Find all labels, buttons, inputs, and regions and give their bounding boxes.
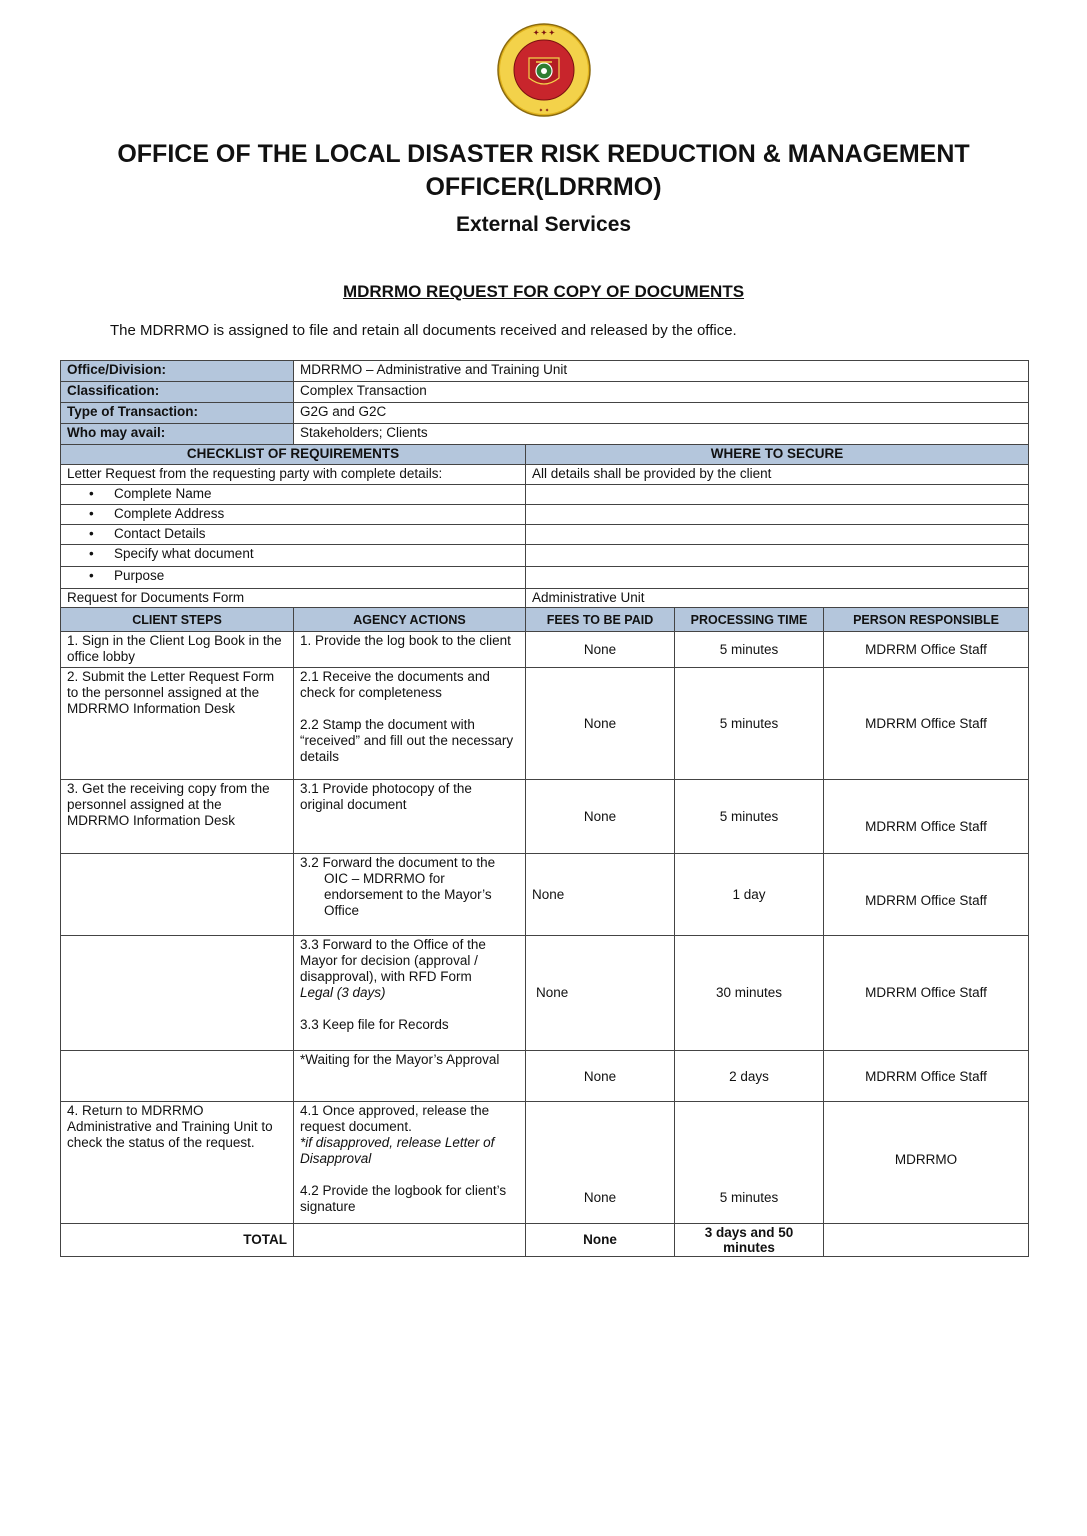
total-label: TOTAL bbox=[61, 1224, 294, 1257]
total-fee: None bbox=[526, 1224, 675, 1257]
where-to-secure: Administrative Unit bbox=[526, 589, 1029, 608]
intro-text: The MDRRMO is assigned to file and retain all documents received and released by the office. bbox=[110, 322, 737, 339]
checklist-row bbox=[61, 485, 1029, 505]
info-label: Office/Division: bbox=[61, 361, 294, 382]
info-row bbox=[61, 403, 1029, 424]
total-row bbox=[61, 1224, 1029, 1257]
agency-action: 4.1 Once approved, release the request document. *if disapproved, release Letter of Disapproval 4.2 Provide the logbook for client’s signature bbox=[294, 1102, 526, 1224]
checklist-row bbox=[61, 589, 1029, 608]
section-title: MDRRMO REQUEST FOR COPY OF DOCUMENTS bbox=[342, 282, 745, 301]
requirement-bullet: • Complete Address bbox=[61, 505, 526, 525]
process-header-row bbox=[61, 608, 1029, 632]
person-responsible: MDRRM Office Staff bbox=[824, 632, 1029, 668]
processing-time: 5 minutes bbox=[675, 668, 824, 780]
person-responsible: MDRRM Office Staff bbox=[824, 854, 1029, 936]
fee: None bbox=[526, 936, 675, 1051]
where-to-secure-header: WHERE TO SECURE bbox=[526, 445, 1029, 465]
info-row bbox=[61, 361, 1029, 382]
requirement-bullet: • Specify what document bbox=[61, 545, 526, 567]
info-value: Complex Transaction bbox=[294, 382, 1029, 403]
checklist-row bbox=[61, 525, 1029, 545]
checklist-header: CHECKLIST OF REQUIREMENTS bbox=[61, 445, 526, 465]
processing-time: 1 day bbox=[675, 854, 824, 936]
agency-action: 1. Provide the log book to the client bbox=[294, 632, 526, 668]
process-row bbox=[61, 1102, 1029, 1224]
processing-time: 30 minutes bbox=[675, 936, 824, 1051]
person-responsible: MDRRM Office Staff bbox=[824, 780, 1029, 854]
client-step: 1. Sign in the Client Log Book in the office lobby bbox=[61, 632, 294, 668]
office-title: OFFICE OF THE LOCAL DISASTER RISK REDUCTION & MANAGEMENT OFFICER(LDRRMO) bbox=[117, 140, 970, 201]
processing-time: 2 days bbox=[675, 1051, 824, 1102]
agency-action: 2.1 Receive the documents and check for completeness 2.2 Stamp the document with “received” and fill out the necessary details bbox=[294, 668, 526, 780]
checklist-row bbox=[61, 465, 1029, 485]
agency-action: 3.2 Forward the document to the OIC – MDRRMO for endorsement to the Mayor’s Office bbox=[294, 854, 526, 936]
fee: None bbox=[526, 1102, 675, 1224]
fee: None bbox=[526, 780, 675, 854]
requirement-bullet: • Complete Name bbox=[61, 485, 526, 505]
checklist-row bbox=[61, 505, 1029, 525]
subtitle: External Services bbox=[455, 213, 632, 236]
client-step: 2. Submit the Letter Request Form to the personnel assigned at the MDRRMO Information Desk bbox=[61, 668, 294, 780]
requirement-bullet: • Purpose bbox=[61, 567, 526, 589]
checklist-header-row bbox=[61, 445, 1029, 465]
info-label: Who may avail: bbox=[61, 424, 294, 445]
process-row bbox=[61, 936, 1029, 1051]
process-row bbox=[61, 1051, 1029, 1102]
svg-text:✦ ✦ ✦: ✦ ✦ ✦ bbox=[533, 30, 555, 37]
person-responsible: MDRRM Office Staff bbox=[824, 668, 1029, 780]
processing-time: 5 minutes bbox=[675, 1102, 824, 1224]
person-responsible: MDRRM Office Staff bbox=[824, 936, 1029, 1051]
where-to-secure: All details shall be provided by the client bbox=[526, 465, 1029, 485]
info-value: Stakeholders; Clients bbox=[294, 424, 1029, 445]
person-responsible: MDRRM Office Staff bbox=[824, 1051, 1029, 1102]
client-step: 3. Get the receiving copy from the personnel assigned at the MDRRMO Information Desk bbox=[61, 780, 294, 854]
requirement: Letter Request from the requesting party with complete details: bbox=[61, 465, 526, 485]
process-row bbox=[61, 854, 1029, 936]
seal-emblem-icon bbox=[496, 22, 592, 118]
fee: None bbox=[526, 854, 675, 936]
agency-action: *Waiting for the Mayor’s Approval bbox=[294, 1051, 526, 1102]
info-value: G2G and G2C bbox=[294, 403, 1029, 424]
info-label: Type of Transaction: bbox=[61, 403, 294, 424]
client-step: 4. Return to MDRRMO Administrative and Training Unit to check the status of the request. bbox=[61, 1102, 294, 1224]
process-row bbox=[61, 632, 1029, 668]
agency-action: 3.3 Forward to the Office of the Mayor for decision (approval / disapproval), with RFD Form Legal (3 days) 3.3 Keep file for Records bbox=[294, 936, 526, 1051]
person-responsible-header: PERSON RESPONSIBLE bbox=[824, 608, 1029, 632]
info-row bbox=[61, 382, 1029, 403]
agency-actions-header: AGENCY ACTIONS bbox=[294, 608, 526, 632]
processing-time: 5 minutes bbox=[675, 780, 824, 854]
fee: None bbox=[526, 668, 675, 780]
fee: None bbox=[526, 1051, 675, 1102]
requirement-bullet: • Contact Details bbox=[61, 525, 526, 545]
total-time: 3 days and 50 minutes bbox=[675, 1224, 824, 1257]
citizen-charter-table bbox=[60, 360, 1029, 1257]
person-responsible: MDRRMO bbox=[824, 1102, 1029, 1224]
checklist-row bbox=[61, 545, 1029, 567]
info-row bbox=[61, 424, 1029, 445]
client-steps-header: CLIENT STEPS bbox=[61, 608, 294, 632]
process-row bbox=[61, 668, 1029, 780]
info-label: Classification: bbox=[61, 382, 294, 403]
checklist-row bbox=[61, 567, 1029, 589]
svg-text:✦ ✦: ✦ ✦ bbox=[538, 108, 550, 114]
fees-header: FEES TO BE PAID bbox=[526, 608, 675, 632]
process-row bbox=[61, 780, 1029, 854]
processing-time: 5 minutes bbox=[675, 632, 824, 668]
requirement: Request for Documents Form bbox=[61, 589, 526, 608]
agency-action: 3.1 Provide photocopy of the original document bbox=[294, 780, 526, 854]
processing-time-header: PROCESSING TIME bbox=[675, 608, 824, 632]
municipal-seal bbox=[496, 22, 592, 118]
fee: None bbox=[526, 632, 675, 668]
info-value: MDRRMO – Administrative and Training Unit bbox=[294, 361, 1029, 382]
